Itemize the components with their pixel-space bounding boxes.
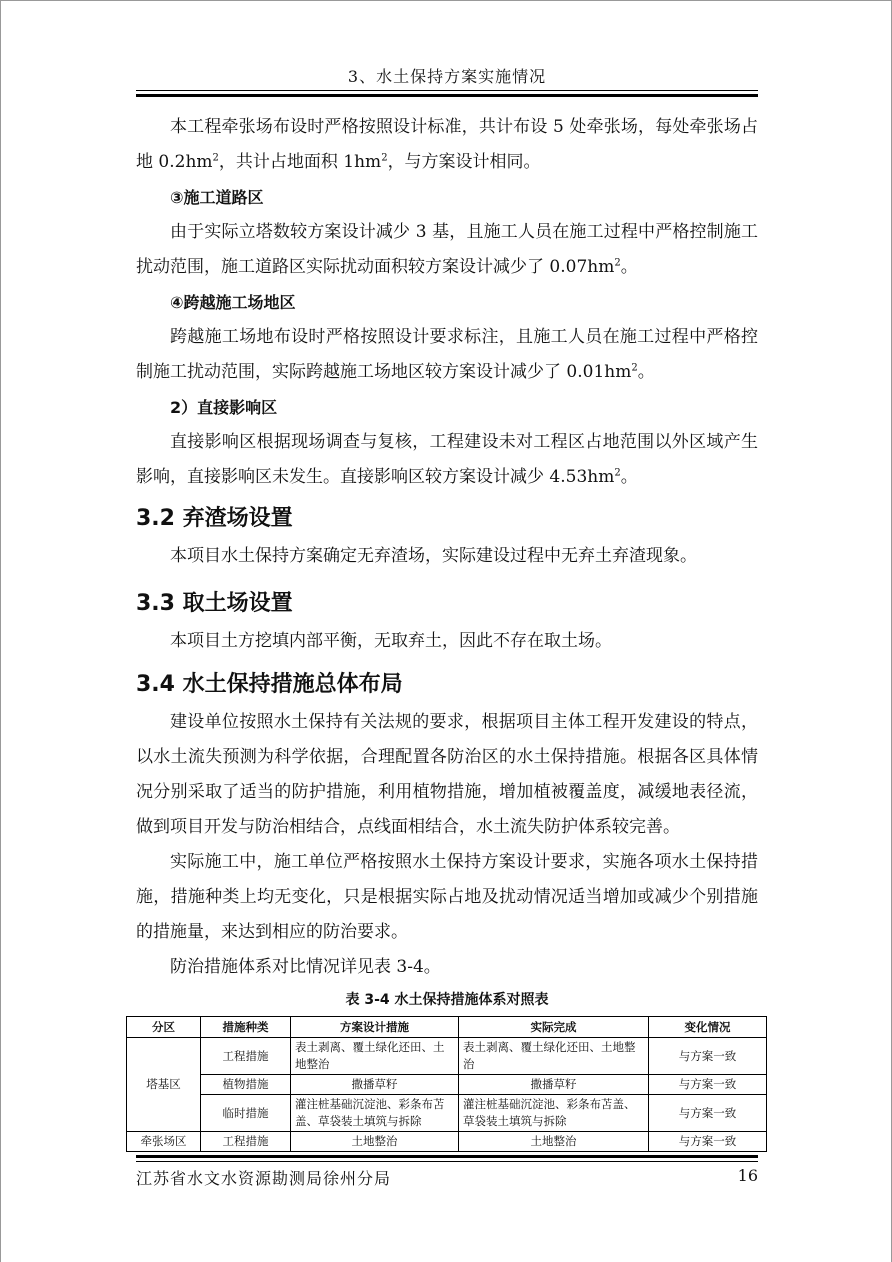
actual-measure-cell: 表土剥离、覆土绿化还田、土地整治 [459, 1038, 649, 1075]
change-cell: 与方案一致 [649, 1095, 767, 1132]
table-row [127, 1095, 767, 1132]
section-heading-3-2: 3.2 弃渣场设置 [136, 506, 293, 531]
paragraph-spoil-site: 本项目水土保持方案确定无弃渣场，实际建设过程中无弃土弃渣现象。 [170, 546, 697, 566]
design-measure-cell: 灌注桩基础沉淀池、彩条布苫盖、草袋装土填筑与拆除 [291, 1095, 459, 1132]
paragraph-construction-road: 由于实际立塔数较方案设计减少 3 基，且施工人员在施工过程中严格控制施工扰动范围，施工道路区实际扰动面积较方案设计减少了 $0.07hm^2$。 [136, 222, 758, 277]
column-header: 实际完成 [459, 1017, 649, 1038]
measure-type-cell: 工程措施 [201, 1132, 291, 1152]
subheading-construction-road: ③施工道路区 [170, 188, 264, 207]
measures-comparison-table [126, 1016, 767, 1152]
change-cell: 与方案一致 [649, 1075, 767, 1095]
paragraph-tension-site: 本工程牵张场布设时严格按照设计标准，共计布设 5 处牵张场，每处牵张场占地 $0.2hm^2$，共计占地面积 $1hm^2$，与方案设计相同。 [136, 117, 758, 172]
zone-cell: 牵张场区 [127, 1132, 201, 1152]
header-rule [136, 90, 758, 97]
actual-measure-cell: 灌注桩基础沉淀池、彩条布苫盖、草袋装土填筑与拆除 [459, 1095, 649, 1132]
change-cell: 与方案一致 [649, 1132, 767, 1152]
footer-rule [136, 1155, 758, 1162]
measure-type-cell: 工程措施 [201, 1038, 291, 1075]
design-measure-cell: 撒播草籽 [291, 1075, 459, 1095]
table-row [127, 1075, 767, 1095]
measure-type-cell: 临时措施 [201, 1095, 291, 1132]
design-measure-cell: 表土剥离、覆土绿化还田、土地整治 [291, 1038, 459, 1075]
page-number: 16 [737, 1166, 758, 1185]
table-row [127, 1132, 767, 1152]
paragraph-table-ref: 防治措施体系对比情况详见表 3-4。 [170, 957, 441, 977]
paragraph-layout-2: 实际施工中，施工单位严格按照水土保持方案设计要求，实施各项水土保持措施，措施种类上均无变化，只是根据实际占地及扰动情况适当增加或减少个别措施的措施量，来达到相应的防治要求。 [136, 852, 758, 942]
footer-organization: 江苏省水文水资源勘测局徐州分局 [136, 1169, 392, 1188]
paragraph-layout-1: 建设单位按照水土保持有关法规的要求，根据项目主体工程开发建设的特点，以水土流失预测为科学依据，合理配置各防治区的水土保持措施。根据各区具体情况分别采取了适当的防护措施，利用植物措施，增加植被覆盖度，减缓地表径流，做到项目开发与防治相结合，点线面相结合，水土流失防护体系较完善。 [136, 712, 758, 837]
paragraph-borrow-site: 本项目土方挖填内部平衡，无取弃土，因此不存在取土场。 [170, 631, 612, 651]
table-header-row [127, 1017, 767, 1038]
design-measure-cell: 土地整治 [291, 1132, 459, 1152]
column-header: 方案设计措施 [291, 1017, 459, 1038]
subheading-direct-impact: 2）直接影响区 [170, 398, 278, 417]
paragraph-crossing-site: 跨越施工场地布设时严格按照设计要求标注，且施工人员在施工过程中严格控制施工扰动范围，实际跨越施工场地区较方案设计减少了 $0.01hm^2$。 [136, 327, 758, 382]
section-heading-3-4: 3.4 水土保持措施总体布局 [136, 672, 403, 697]
actual-measure-cell: 土地整治 [459, 1132, 649, 1152]
running-header: 3、水土保持方案实施情况 [347, 67, 547, 86]
change-cell: 与方案一致 [649, 1038, 767, 1075]
subheading-crossing-site: ④跨越施工场地区 [170, 293, 296, 312]
section-heading-3-3: 3.3 取土场设置 [136, 591, 293, 616]
zone-cell: 塔基区 [127, 1038, 201, 1132]
column-header: 措施种类 [201, 1017, 291, 1038]
table-caption: 表 3-4 水土保持措施体系对照表 [345, 992, 549, 1008]
page-content [136, 110, 758, 1013]
column-header: 分区 [127, 1017, 201, 1038]
paragraph-direct-impact: 直接影响区根据现场调查与复核，工程建设未对工程区占地范围以外区域产生影响，直接影响区未发生。直接影响区较方案设计减少 $4.53hm^2$。 [136, 432, 758, 487]
actual-measure-cell: 撒播草籽 [459, 1075, 649, 1095]
column-header: 变化情况 [649, 1017, 767, 1038]
table-row [127, 1038, 767, 1075]
measure-type-cell: 植物措施 [201, 1075, 291, 1095]
